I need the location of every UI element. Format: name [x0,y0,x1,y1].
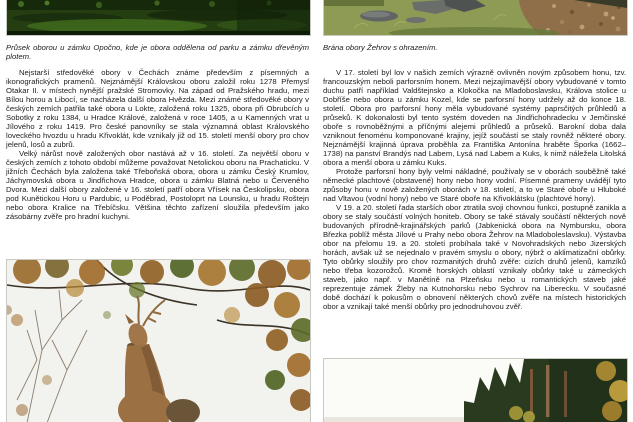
paragraph-right-1: V 17. století byl lov v našich zemích výrazně ovlivněn novým způsobem honu, tzv. francouzským neboli parforsním honem. Mezi nejzajímavější obory vybudované v tomto duchu patří například Valdštejnsko a Klokočka na Mladoboslavsku, Králova stolice u Dobříše nebo obora u zámku Kozel, kde se parforsní hony udržely až do konce 18. století. Obora pro parforsní hony měla vybudované systémy paprsčitých průhledů a průseků. K dokonalosti byl tento systém doveden na Jindřichohradecku v Jemčinské oboře s rovnoběžnými a příčnými alejemi průhledů a průseků. Barokní doba dala vzniknout fenoménu komponované krajiny, jejíž součástí se staly rovněž některé obory. Nejznámější krajinná úprava proběhla za Františka Antonína hraběte Šporka (1662–1738) na panství Brandýs nad Labem, Lysá nad Labem a Kuks, k nimž náležela Litolská obora a menší obora u zámku Kuks. [323,68,626,167]
photo-forest-edge-art [324,359,627,422]
paragraph-right-3: V 19. a 20. století řada starších obor ztratila svoji chovnou funkci, postupně zanikla a obory se staly součástí volných honiteb. Obory se také stávaly součástí některých nově budovaných přírodně-krajinářských parků (Jabkenická obora na Nymbursku, obora Březka poblíž města Jílové u Prahy nebo obora Žehrov na Mladoboleslavsku). Výstavba obor na přelomu 19. a 20. století probíhala také v Novohradských nebo Jizerských horách, avšak už se nejednalo v pravém smyslu o obory, nýbrž o aklimatizační obůrky. Tyto obůrky sloužily pro chov rozmanitých druhů zvěře: cizích druhů jelenů, kamzíků nebo třeba kozorožců. Kromě horských oblastí vznikaly obůrky také u zámeckých staveb, jako např. v Manětíně na Plzeňsku nebo u romantických staveb jaké reprezentuje zámek Žleby na Kutnohorsku nebo Sychrov na Liberecku. V současné době dochází k pokusům o obnovení některých chovů zvěře na místech historických obor a vznikají také menší obůrky pro jednodruhovou zvěř. [323,203,626,311]
paragraph-left-1: Nejstarší středověké obory v Čechách známe především z písemných a ikonografických pramenů. Nejznámější Královskou oboru založil roku 1278 Přemysl Otakar II. v místech nynější pražské Stromovky. Na západ od Pražského hradu, mezi Bílou horou a Libocí, se nacházela další obora Hvězda. Mezi známé středověké obory v českých zemích patřila také obora u Lokte, založená roku 1325, obora při Obrubcích u Sobotky z roku 1384, u Hradce Králové, založená v roce 1405, a u Kamenných vrat u Jílového z roku 1419. Pro české panovníky se stala významná oblast Královského loveckého hvozdu u hradu Křivoklát, kde vznikaly již od 15. století menší obory pro chov jelenů, losů a zubrů. [6,68,309,149]
photo-zehrov-gate [323,0,628,36]
photo-opocno-forest [6,0,311,36]
photo-opocno-forest-art [7,0,310,35]
photo-forest-edge [323,358,628,422]
paragraph-right-2: Protože parforsní hony byly velmi nákladné, používaly se v oborách souběžně také německé plachtové (obstavené) hony nebo hony vodní. Písemné prameny uvádějí tyto způsoby honu v nově založených oborách v 18. století, a to ve Staré oboře u Hluboké nad Vltavou (vodní hony) nebo ve Staré oboře na Křivoklátsku (plachtové hony). [323,167,626,203]
photo-caption-opocno: Průsek oborou u zámku Opočno, kde je obora oddělena od parku a zámku dřevěným plotem. [6,43,309,61]
right-column-text [323,68,626,311]
left-column-text [6,68,309,221]
photo-zehrov-gate-art [324,0,627,35]
paragraph-left-2: Velký nárůst nově založených obor nastává až v 16. století. Za největší oboru v českých zemích z tohoto období můžeme považovat Netolickou oboru na Prachaticku. V jižních Čechách byla založena také Třeboňská obora, obora u zámku Český Krumlov, Jáchymovská obora u Jindřichova Hradce, obora u zámku Blatná nebo u Červeného Dvora. Mezi další obory založené v 16. století patří obora Vřísek na Českolipsku, obora pod Kunětickou Horu u Pardubic, u Poděbrad, Postoloprt na Lounsku, u hradu Roštejn nebo obora Kralice na Třebíčsku. Většina těchto zařízení sloužila především jako zásobárny zvěře pro hradní kuchyni. [6,149,309,221]
photo-caption-zehrov: Brána obory Žehrov s ohrazením. [323,43,438,52]
photo-stag-statue-art [7,260,310,422]
photo-stag-statue [6,259,311,422]
